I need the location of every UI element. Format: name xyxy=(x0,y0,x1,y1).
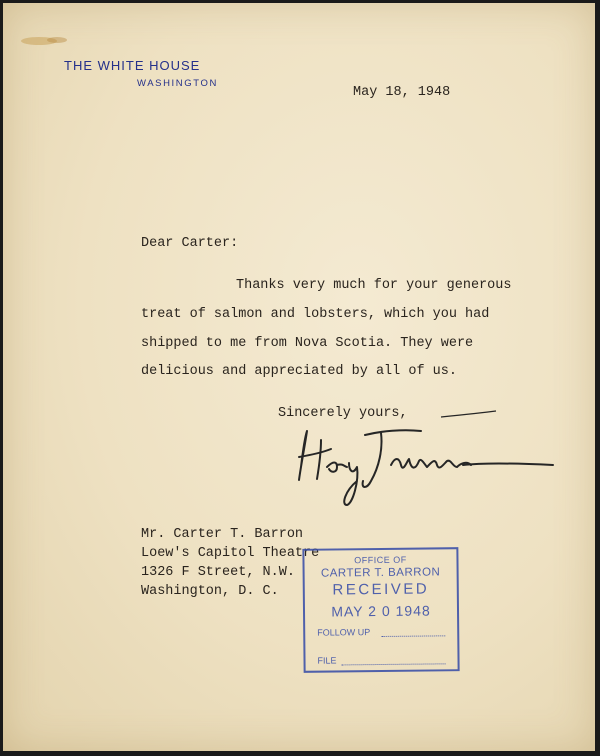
address-line: 1326 F Street, N.W. xyxy=(141,565,295,580)
letter-paper xyxy=(3,3,595,751)
received-stamp xyxy=(302,547,459,673)
body-line: shipped to me from Nova Scotia. They were xyxy=(141,336,474,351)
stamp-file: FILE xyxy=(317,655,337,666)
letter-date: May 18, 1948 xyxy=(353,85,451,100)
stamp-name: CARTER T. BARRON xyxy=(320,566,441,580)
letterhead-subtitle: WASHINGTON xyxy=(137,78,218,89)
body-line: Thanks very much for your generous xyxy=(236,278,512,293)
body-line: treat of salmon and lobsters, which you had xyxy=(141,307,490,322)
address-line: Mr. Carter T. Barron xyxy=(141,527,304,542)
stamp-follow-up: FOLLOW UP xyxy=(317,627,371,638)
salutation: Dear Carter: xyxy=(141,236,239,251)
handwritten-signature xyxy=(291,405,561,515)
address-line: Washington, D. C. xyxy=(141,584,279,599)
stamp-file-line xyxy=(342,663,446,665)
closing: Sincerely yours, xyxy=(278,406,408,421)
address-line: Loew's Capitol Theatre xyxy=(141,546,320,561)
letterhead-title: THE WHITE HOUSE xyxy=(64,58,201,73)
stamp-follow-up-line xyxy=(381,635,445,637)
body-line: delicious and appreciated by all of us. xyxy=(141,364,457,379)
stamp-date: MAY 2 0 1948 xyxy=(331,602,431,620)
stamp-office: OFFICE OF xyxy=(354,554,407,566)
paper-stain xyxy=(17,35,77,47)
stamp-status: RECEIVED xyxy=(332,580,430,599)
